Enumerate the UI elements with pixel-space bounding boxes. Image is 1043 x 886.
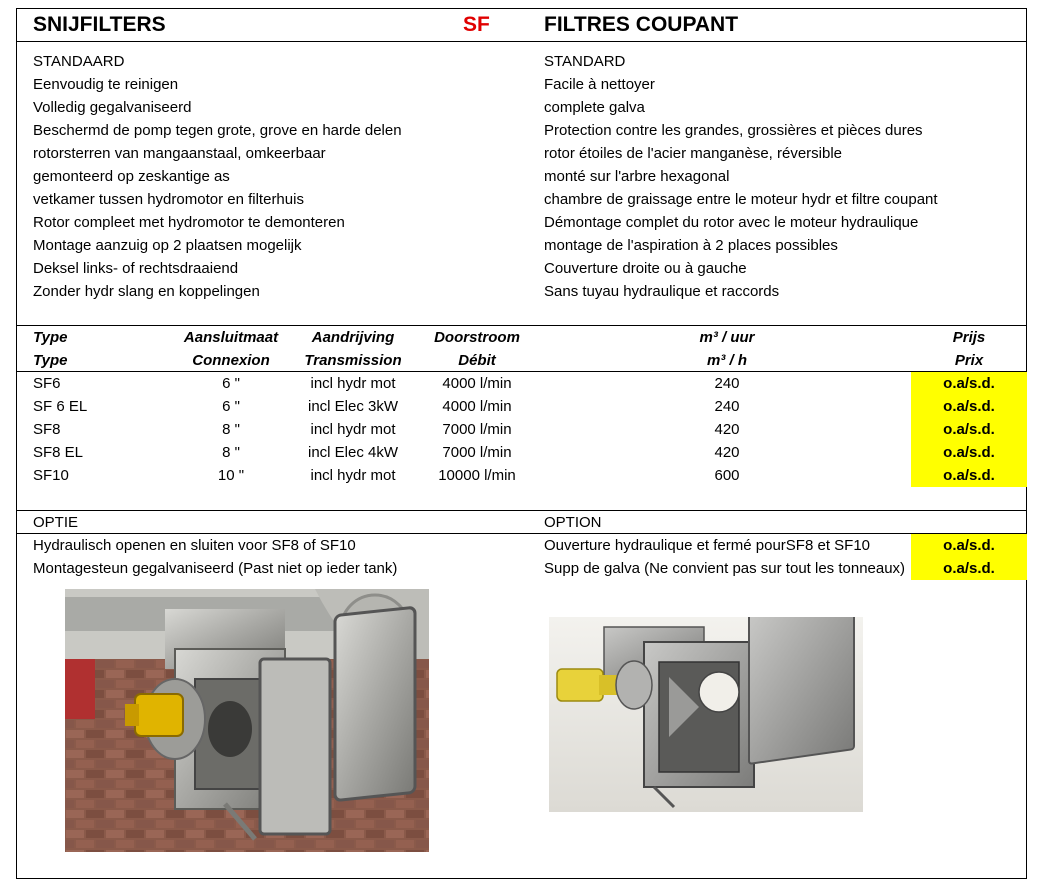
cell-type: SF10 bbox=[33, 467, 69, 484]
feature-line: chambre de graissage entre le moteur hydr et filtre coupant bbox=[544, 191, 938, 208]
option-dutch: Hydraulisch openen en sluiten voor SF8 of SF10 bbox=[33, 537, 356, 554]
feature-line: gemonteerd op zeskantige as bbox=[33, 168, 230, 185]
cell-flow: 10000 l/min bbox=[438, 467, 516, 484]
cell-flow: 7000 l/min bbox=[442, 421, 512, 438]
option-price: o.a/s.d. bbox=[911, 557, 1027, 580]
price-sheet bbox=[16, 8, 1027, 879]
cell-type: SF 6 EL bbox=[33, 398, 88, 415]
cell-connection: 8 " bbox=[222, 444, 240, 461]
feature-line: Démontage complet du rotor avec le moteur hydraulique bbox=[544, 214, 919, 231]
feature-line: Couverture droite ou à gauche bbox=[544, 260, 747, 277]
divider bbox=[17, 510, 1026, 511]
feature-line: Zonder hydr slang en koppelingen bbox=[33, 283, 260, 300]
feature-line: rotorsterren van mangaanstaal, omkeerbaar bbox=[33, 145, 326, 162]
col-header-drive: Aandrijving bbox=[311, 329, 395, 346]
cell-capacity: 240 bbox=[714, 375, 740, 392]
cell-price: o.a/s.d. bbox=[911, 395, 1027, 418]
feature-line: rotor étoiles de l'acier manganèse, réversible bbox=[544, 145, 843, 162]
cell-capacity: 420 bbox=[714, 421, 740, 438]
cell-connection: 8 " bbox=[222, 421, 240, 438]
cell-flow: 4000 l/min bbox=[442, 375, 512, 392]
product-table-body bbox=[17, 372, 1027, 487]
feature-line: STANDAARD bbox=[33, 53, 125, 70]
product-photo-render bbox=[549, 617, 863, 812]
option-price: o.a/s.d. bbox=[911, 534, 1027, 557]
feature-line: STANDARD bbox=[544, 53, 626, 70]
col-header-type-fr: Type bbox=[33, 352, 68, 369]
feature-line: Eenvoudig te reinigen bbox=[33, 76, 179, 93]
feature-line: Sans tuyau hydraulique et raccords bbox=[544, 283, 780, 300]
features-french bbox=[544, 50, 938, 303]
product-code: SF bbox=[463, 13, 490, 36]
col-header-connection-fr: Connexion bbox=[192, 352, 270, 369]
cell-price: o.a/s.d. bbox=[911, 372, 1027, 395]
col-header-price: Prijs bbox=[952, 329, 986, 346]
cell-price: o.a/s.d. bbox=[911, 464, 1027, 487]
feature-line: Montage aanzuig op 2 plaatsen mogelijk bbox=[33, 237, 302, 254]
cell-flow: 4000 l/min bbox=[442, 398, 512, 415]
feature-line: montage de l'aspiration à 2 places possibles bbox=[544, 237, 838, 254]
col-header-capacity-fr: m³ / h bbox=[707, 352, 747, 369]
cell-flow: 7000 l/min bbox=[442, 444, 512, 461]
feature-line: monté sur l'arbre hexagonal bbox=[544, 168, 730, 185]
cell-capacity: 240 bbox=[714, 398, 740, 415]
cell-connection: 6 " bbox=[222, 398, 240, 415]
title-dutch: SNIJFILTERS bbox=[33, 13, 166, 36]
cell-drive: incl hydr mot bbox=[310, 467, 396, 484]
feature-line: Protection contre les grandes, grossières et pièces dures bbox=[544, 122, 923, 139]
cell-price: o.a/s.d. bbox=[911, 441, 1027, 464]
cell-capacity: 420 bbox=[714, 444, 740, 461]
col-header-connection: Aansluitmaat bbox=[183, 329, 279, 346]
cell-connection: 6 " bbox=[222, 375, 240, 392]
title-french: FILTRES COUPANT bbox=[544, 13, 739, 36]
feature-line: Volledig gegalvaniseerd bbox=[33, 99, 192, 116]
col-header-flow-fr: Débit bbox=[458, 352, 496, 369]
cell-drive: incl hydr mot bbox=[310, 421, 396, 438]
cell-type: SF8 EL bbox=[33, 444, 84, 461]
cell-price: o.a/s.d. bbox=[911, 418, 1027, 441]
product-photo-mounted bbox=[65, 589, 429, 852]
option-french: Ouverture hydraulique et fermé pourSF8 et SF10 bbox=[544, 537, 871, 554]
cell-connection: 10 " bbox=[217, 467, 245, 484]
feature-line: Rotor compleet met hydromotor te demonteren bbox=[33, 214, 345, 231]
features-dutch bbox=[33, 50, 402, 303]
feature-line: Beschermd de pomp tegen grote, grove en harde delen bbox=[33, 122, 402, 139]
option-dutch: Montagesteun gegalvaniseerd (Past niet op ieder tank) bbox=[33, 560, 398, 577]
cell-type: SF8 bbox=[33, 421, 61, 438]
feature-line: complete galva bbox=[544, 99, 645, 116]
col-header-capacity: m³ / uur bbox=[699, 329, 755, 346]
feature-line: vetkamer tussen hydromotor en filterhuis bbox=[33, 191, 304, 208]
feature-line: Deksel links- of rechtsdraaiend bbox=[33, 260, 239, 277]
options-title-french: OPTION bbox=[544, 514, 602, 531]
feature-line: Facile à nettoyer bbox=[544, 76, 655, 93]
cell-type: SF6 bbox=[33, 375, 61, 392]
divider bbox=[17, 41, 1026, 42]
col-header-type: Type bbox=[33, 329, 68, 346]
col-header-price-fr: Prix bbox=[954, 352, 984, 369]
cell-capacity: 600 bbox=[714, 467, 740, 484]
cell-drive: incl Elec 3kW bbox=[307, 398, 399, 415]
col-header-drive-fr: Transmission bbox=[304, 352, 402, 369]
options-title-dutch: OPTIE bbox=[33, 514, 79, 531]
cell-drive: incl Elec 4kW bbox=[307, 444, 399, 461]
cell-drive: incl hydr mot bbox=[310, 375, 396, 392]
col-header-flow: Doorstroom bbox=[434, 329, 520, 346]
option-french: Supp de galva (Ne convient pas sur tout les tonneaux) bbox=[544, 560, 906, 577]
divider bbox=[17, 325, 1026, 326]
